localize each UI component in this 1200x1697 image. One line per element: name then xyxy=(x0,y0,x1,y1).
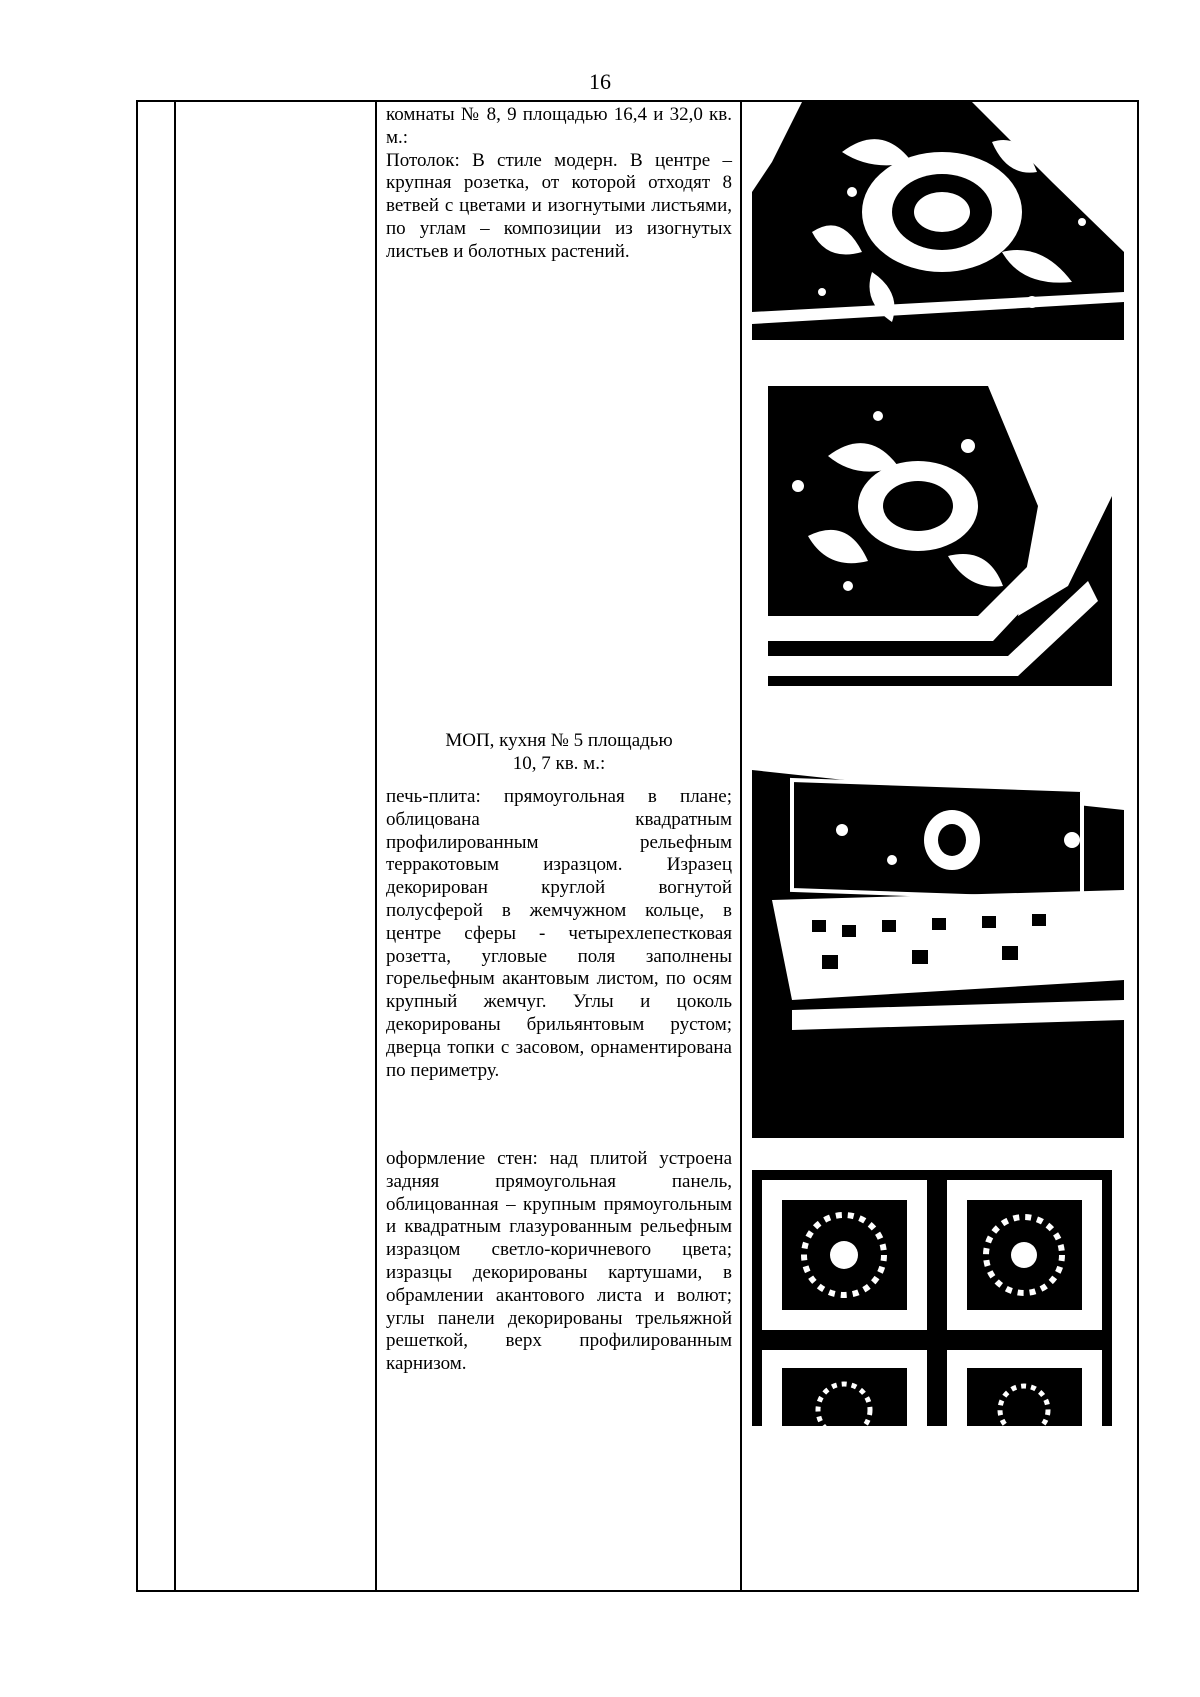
rooms-8-9-description xyxy=(386,104,732,264)
stove-description xyxy=(386,786,732,1082)
rooms-8-9-heading: комнаты № 8, 9 площадью 16,4 и 32,0 кв. м.: xyxy=(386,104,732,148)
kitchen-5-heading-line2: 10, 7 кв. м.: xyxy=(512,752,606,774)
stove-photo xyxy=(752,720,1124,1138)
page-number: 16 xyxy=(589,69,611,94)
walls-description xyxy=(386,1148,732,1376)
ceiling-rosette-photo xyxy=(752,102,1124,340)
column-divider-3 xyxy=(740,100,742,1592)
ceiling-description: Потолок: В стиле модерн. В центре – крупная розетка, от которой отходят 8 ветвей с цветами и изогнутыми листьями, по углам – композиции из изогнутых листьев и болотных растений. xyxy=(386,149,732,262)
wall-tiles-photo xyxy=(752,1170,1112,1426)
ceiling-corner-photo xyxy=(768,386,1112,698)
column-divider-1 xyxy=(174,100,176,1592)
walls-text: оформление стен: над плитой устроена задняя прямоугольная панель, облицованная – крупным прямоугольным и квадратным глазурованным рельефным изразцом светло-коричневого цвета; изразцы декорированы картушами, в обрамлении акантового листа и волют; углы панели декорированы трельяжной решеткой, верх профилированным карнизом. xyxy=(386,1148,732,1375)
kitchen-5-heading xyxy=(386,730,732,776)
column-divider-2 xyxy=(375,100,377,1592)
kitchen-5-heading-line1: МОП, кухня № 5 площадью xyxy=(445,730,673,751)
stove-text: печь-плита: прямоугольная в плане; облицована квадратным профилированным рельефным терракотовым изразцом. Изразец декорирован круглой вогнутой полусферой в жемчужном кольце, в центре сферы - четырехлепестковая розетта, угловые поля заполнены горельефным акантовым листом, по осям крупный жемчуг. Углы и цоколь декорированы брильянтовым рустом; дверца топки с засовом, орнаментирована по периметру. xyxy=(386,786,732,1081)
